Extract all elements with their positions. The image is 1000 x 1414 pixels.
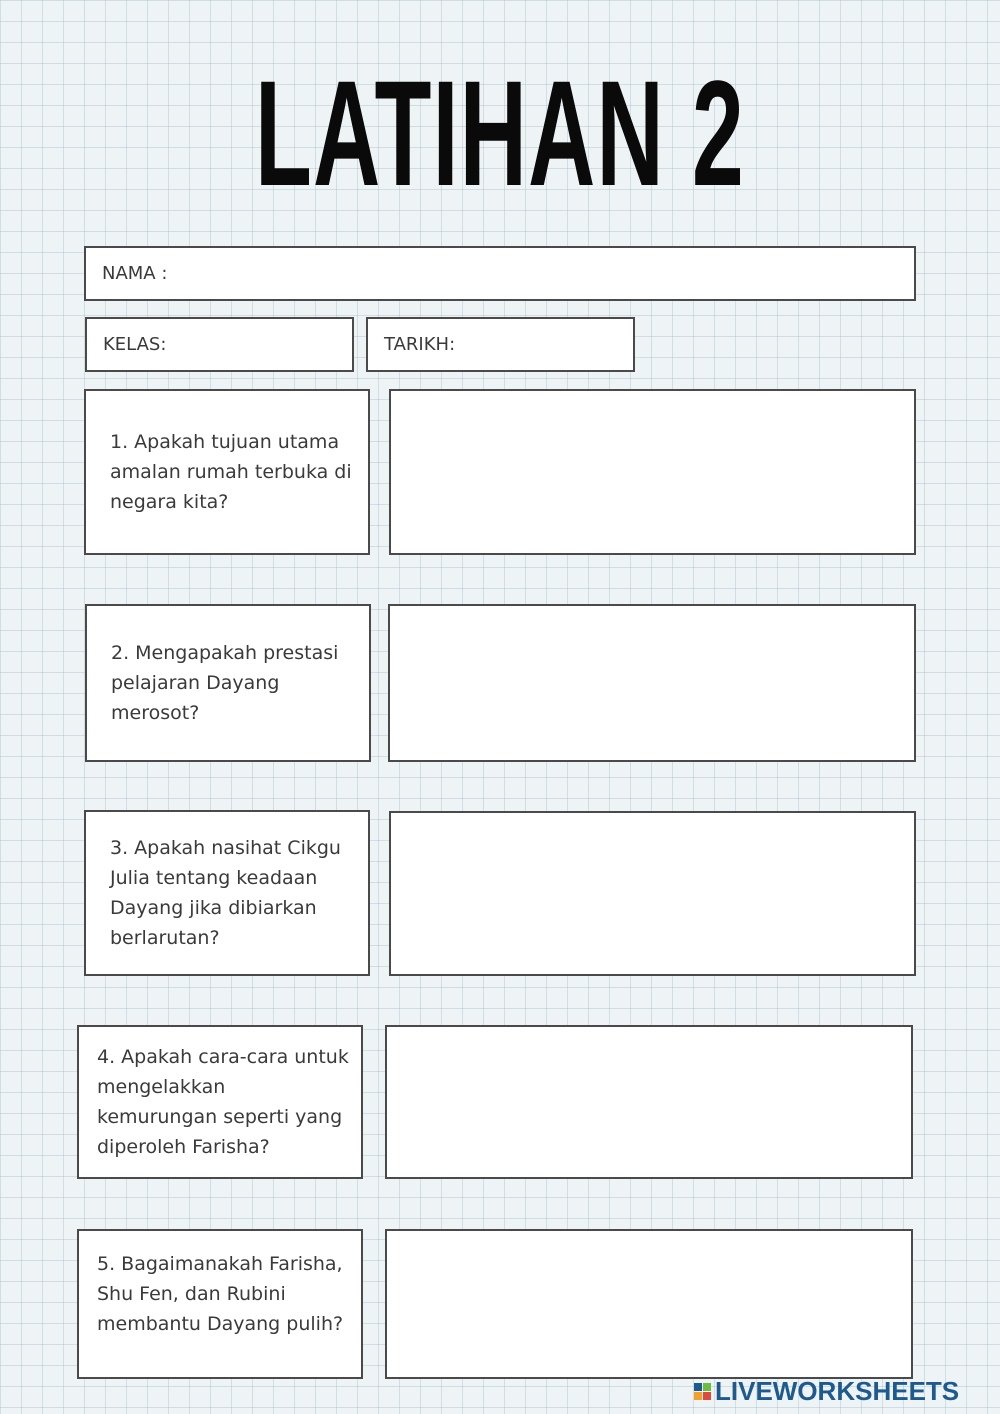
kelas-field[interactable]: [85, 317, 354, 372]
question-3: [84, 810, 370, 976]
question-2-text: 2. Mengapakah prestasi pelajaran Dayang merosot?: [111, 642, 339, 724]
liveworksheets-logo[interactable]: [694, 1376, 959, 1406]
answer-4-box[interactable]: [385, 1025, 913, 1179]
answer-3-box[interactable]: [389, 811, 916, 976]
question-2: [85, 604, 371, 762]
question-1-text: 1. Apakah tujuan utama amalan rumah terbuka di negara kita?: [110, 431, 352, 513]
answer-1-box[interactable]: [389, 389, 916, 555]
question-4: [77, 1025, 363, 1179]
tarikh-field[interactable]: [366, 317, 635, 372]
liveworksheets-logo-icon: [694, 1383, 711, 1400]
question-5-text: 5. Bagaimanakah Farisha, Shu Fen, dan Rubini membantu Dayang pulih?: [97, 1253, 344, 1335]
question-1: [84, 389, 370, 555]
page-title: LATIHAN 2: [255, 49, 745, 217]
question-5: [77, 1229, 363, 1379]
question-4-text: 4. Apakah cara-cara untuk mengelakkan kemurungan seperti yang diperoleh Farisha?: [97, 1046, 349, 1158]
tarikh-label: TARIKH:: [384, 334, 456, 355]
nama-field[interactable]: [84, 246, 916, 301]
kelas-label: KELAS:: [103, 334, 167, 355]
nama-label: NAMA :: [102, 263, 168, 284]
answer-2-box[interactable]: [388, 604, 916, 762]
logo-text: LIVEWORKSHEETS: [715, 1376, 960, 1406]
question-3-text: 3. Apakah nasihat Cikgu Julia tentang keadaan Dayang jika dibiarkan berlarutan?: [110, 837, 341, 949]
answer-5-box[interactable]: [385, 1229, 913, 1379]
